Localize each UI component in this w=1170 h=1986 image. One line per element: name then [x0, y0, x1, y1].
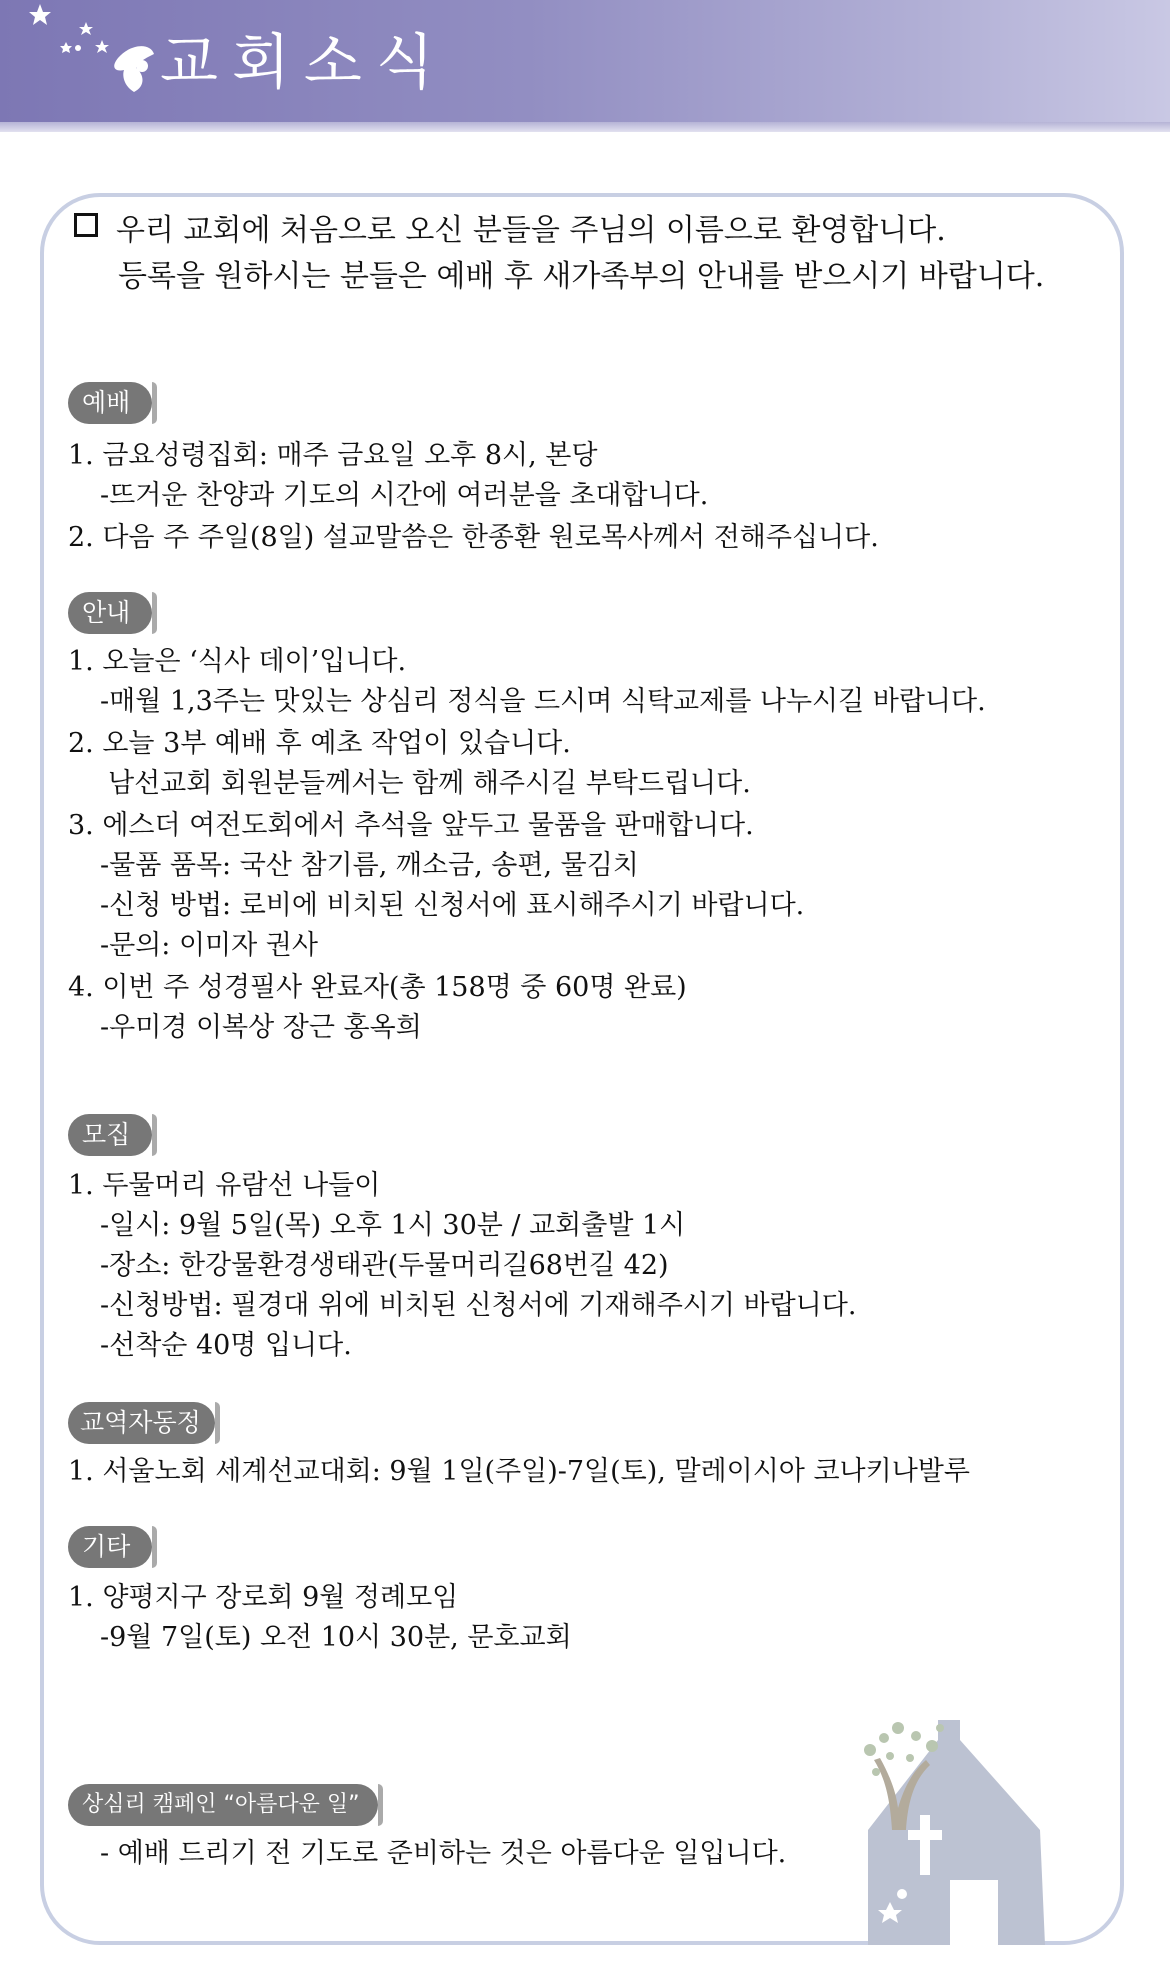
welcome-message [74, 208, 1044, 300]
section-label-notice: 안내 [68, 592, 152, 634]
list-item: -신청 방법: 로비에 비치된 신청서에 표시해주시기 바랍니다. [100, 890, 805, 921]
list-item: 2. 오늘 3부 예배 후 예초 작업이 있습니다. [68, 728, 571, 759]
star-flower-icon [18, 0, 168, 110]
list-item: 1. 서울노회 세계선교대회: 9월 1일(주일)-7일(토), 말레이시아 코나키나발루 [68, 1456, 970, 1487]
section-recruit [68, 1166, 856, 1366]
section-ministers [68, 1452, 970, 1492]
list-item: -선착순 40명 입니다. [100, 1330, 352, 1361]
list-item: - 예배 드리기 전 기도로 준비하는 것은 아름다운 일입니다. [100, 1838, 787, 1869]
list-item: 4. 이번 주 성경필사 완료자(총 158명 중 60명 완료) [68, 972, 687, 1003]
section-campaign [68, 1834, 786, 1874]
section-worship [68, 436, 879, 558]
header-banner [0, 0, 1170, 132]
list-item: -신청방법: 필경대 위에 비치된 신청서에 기재해주시기 바랍니다. [100, 1290, 857, 1321]
church-tree-illustration [850, 1680, 1110, 1960]
header-stripe [0, 122, 1170, 132]
section-notice [68, 642, 986, 1048]
list-item: -물품 품목: 국산 참기름, 깨소금, 송편, 물김치 [100, 850, 639, 881]
page-title: 교회소식 [160, 28, 448, 98]
list-item: 1. 양평지구 장로회 9월 정례모임 [68, 1582, 459, 1613]
list-item: -일시: 9월 5일(목) 오후 1시 30분 / 교회출발 1시 [100, 1210, 686, 1241]
welcome-line-1: 우리 교회에 처음으로 오신 분들을 주님의 이름으로 환영합니다. [116, 213, 946, 248]
section-label-recruit: 모집 [68, 1114, 152, 1156]
list-item: -장소: 한강물환경생태관(두물머리길68번길 42) [100, 1250, 669, 1281]
list-item: 1. 오늘은 ‘식사 데이’입니다. [68, 646, 407, 677]
list-item: -매월 1,3주는 맛있는 상심리 정식을 드시며 식탁교제를 나누시길 바랍니다. [100, 686, 986, 717]
list-item: -9월 7일(토) 오전 10시 30분, 문호교회 [100, 1622, 572, 1653]
section-label-etc: 기타 [68, 1526, 152, 1568]
section-label-worship: 예배 [68, 382, 152, 424]
list-item: 3. 에스더 여전도회에서 추석을 앞두고 물품을 판매합니다. [68, 810, 754, 841]
section-label-ministers: 교역자동정 [68, 1402, 215, 1444]
list-item: 1. 금요성령집회: 매주 금요일 오후 8시, 본당 [68, 440, 598, 471]
section-label-campaign: 상심리 캠페인 “아름다운 일” [68, 1784, 378, 1826]
checkbox-bullet-icon [74, 213, 98, 237]
list-item: 남선교회 회원분들께서는 함께 해주시길 부탁드립니다. [108, 768, 751, 799]
list-item: -뜨거운 찬양과 기도의 시간에 여러분을 초대합니다. [100, 480, 709, 511]
section-etc [68, 1578, 572, 1658]
list-item: 2. 다음 주 주일(8일) 설교말씀은 한종환 원로목사께서 전해주십니다. [68, 522, 879, 553]
list-item: -우미경 이복상 장근 홍옥희 [100, 1012, 422, 1043]
welcome-line-2: 등록을 원하시는 분들은 예배 후 새가족부의 안내를 받으시기 바랍니다. [118, 259, 1045, 294]
list-item: 1. 두물머리 유람선 나들이 [68, 1170, 381, 1201]
list-item: -문의: 이미자 권사 [100, 930, 318, 961]
